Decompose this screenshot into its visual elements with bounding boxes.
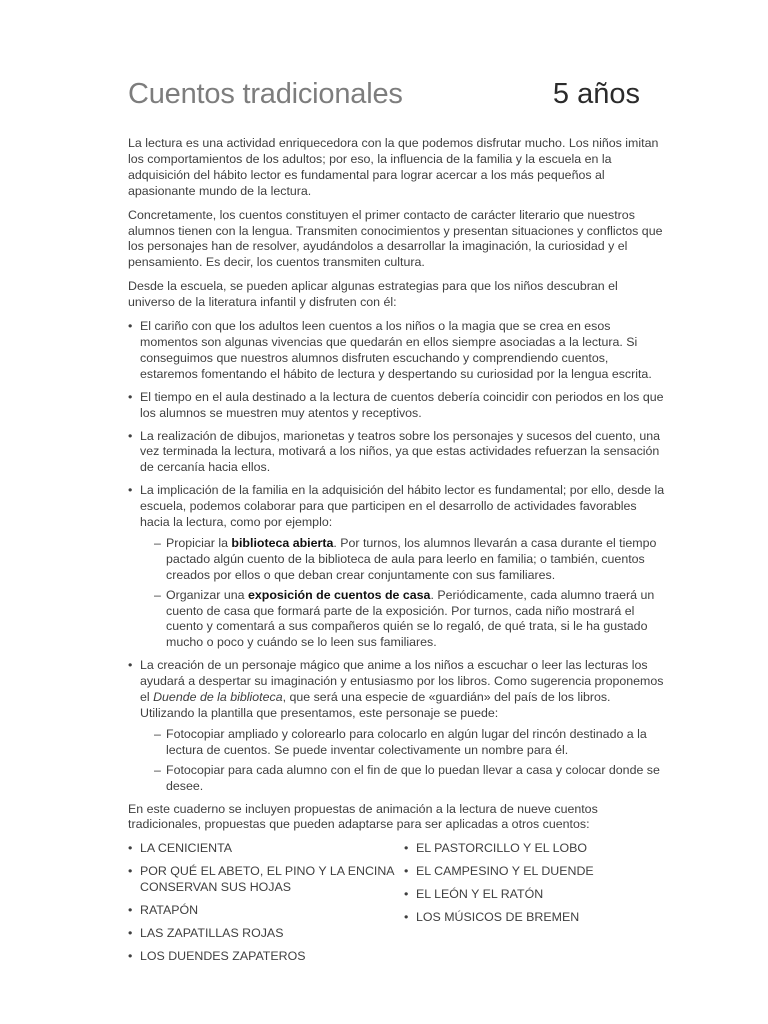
italic-term: Duende de la biblioteca [153, 690, 283, 705]
strategies-list [128, 319, 668, 794]
bold-term: biblioteca abierta [231, 535, 334, 550]
age-label: 5 años [552, 78, 640, 110]
story-item: • LA CENICIENTA [128, 841, 404, 857]
story-item: • POR QUÉ EL ABETO, EL PINO Y LA ENCINA CONSERVAN SUS HOJAS [128, 864, 404, 896]
text-run: Fotocopiar para cada alumno con el fin de que lo puedan llevar a casa y colocar donde se desee. [166, 762, 660, 793]
list-item-text: El cariño con que los adultos leen cuentos a los niños o la magia que se crea en esos momentos son algunas vivencias que quedarán en ellos siempre asociadas a la lectura. Si conseguimos que nuestros alumnos disfruten escuchando y comprendiendo cuentos, estaremos fomentando el hábito de lectura y despertando su curiosidad por la lengua escrita. [140, 319, 652, 381]
list-item [128, 390, 668, 422]
intro-paragraph: Desde la escuela, se pueden aplicar algunas estrategias para que los niños descubran el universo de la literatura infantil y disfruten con él: [128, 279, 618, 310]
text-run: . Por turnos, los alumnos llevarán a casa durante el tiempo pactado algún cuento de la biblioteca de aula para leerlo en familia; o también, cuentos creados por ellos o que deban crear conjuntamente con sus familiares. [166, 535, 657, 582]
intro-paragraph: La lectura es una actividad enriquecedora con la que podemos disfrutar mucho. Los niños imitan los comportamientos de los adultos; por eso, la influencia de la familia y la escuela en la adquisición del hábito lector es fundamental para lograr acercar a los más pequeños al apasionante mundo de la lectura. [128, 136, 659, 198]
story-item: • RATAPÓN [128, 903, 404, 919]
text-run: Organizar una [166, 587, 248, 602]
story-item: • LOS MÚSICOS DE BREMEN [404, 910, 668, 926]
story-item: • EL LEÓN Y EL RATÓN [404, 887, 668, 903]
stories-column-left [128, 841, 404, 971]
sub-list-item [154, 588, 668, 652]
page-header [128, 78, 640, 122]
text-run: La creación de un personaje mágico que anime a los niños a escuchar o leer las lecturas los ayudará a despertar su imaginación y entusiasmo por los libros. Como sugerencia proponemos el [140, 658, 664, 705]
story-item: • EL CAMPESINO Y EL DUENDE [404, 864, 668, 880]
bold-term: exposición de cuentos de casa [247, 587, 431, 602]
list-item [128, 429, 668, 477]
list-item-text: La realización de dibujos, marionetas y teatros sobre los personajes y sucesos del cuento, una vez terminada la lectura, motivará a los niños, ya que estas actividades refuerzan la sensación de cercanía hacia ellos. [140, 428, 661, 475]
intro-paragraph: Concretamente, los cuentos constituyen el primer contacto de carácter literario que nuestros alumnos tienen con la lengua. Transmiten conocimientos y presentan situaciones y conflictos que los personajes han de resolver, ayudándolos a desarrollar la imaginación, la curiosidad y el pensamiento. Es decir, los cuentos transmiten cultura. [128, 207, 663, 270]
text-run: Fotocopiar ampliado y colorearlo para colocarlo en algún lugar del rincón destinado a la lectura de cuentos. Se puede inventar colectivamente un nombre para él. [166, 726, 647, 757]
character-uses-list [140, 727, 668, 795]
list-item [128, 483, 668, 651]
page-title: Cuentos tradicionales [128, 78, 403, 110]
story-item: • EL PASTORCILLO Y EL LOBO [404, 841, 668, 857]
stories-list [128, 841, 668, 971]
story-item: • LOS DUENDES ZAPATEROS [128, 949, 404, 965]
text-run: Propiciar la [166, 535, 232, 550]
family-activities-list [140, 536, 668, 651]
list-item-text: La implicación de la familia en la adquisición del hábito lector es fundamental; por ello, desde la escuela, podemos colaborar para que participen en el desarrollo de actividades favorables hacia la lectura, como por ejemplo: [140, 483, 665, 530]
sub-list-item [154, 727, 668, 759]
list-item [128, 658, 668, 794]
sub-list-item [154, 763, 668, 795]
text-run: . Periódicamente, cada alumno traerá un cuento de casa que formará parte de la exposición. Por turnos, cada niño mostrará el cuento y comentará a sus compañeros quién se lo regaló, de qué trata, si le ha gustado mucho o poco y cuándo se lo leen sus familiares. [166, 587, 655, 650]
document-body [128, 136, 668, 972]
stories-column-right [404, 841, 668, 971]
list-item [128, 319, 668, 383]
text-run: , que será una especie de «guardián» del país de los libros. Utilizando la plantilla que presentamos, este personaje se puede: [140, 690, 611, 720]
story-item: • LAS ZAPATILLAS ROJAS [128, 926, 404, 942]
sub-list-item [154, 536, 668, 584]
list-item-text: El tiempo en el aula destinado a la lectura de cuentos debería coincidir con periodos en los que los alumnos se muestren muy atentos y receptivos. [140, 389, 664, 420]
outro-paragraph: En este cuaderno se incluyen propuestas de animación a la lectura de nueve cuentos tradicionales, propuestas que pueden adaptarse para ser aplicadas a otros cuentos: [128, 801, 598, 832]
